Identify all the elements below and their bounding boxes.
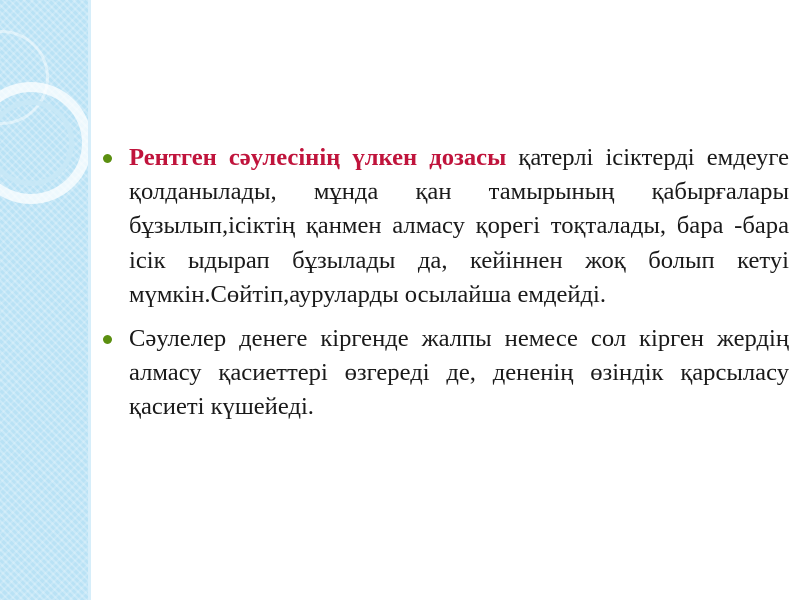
bullet-item — [103, 322, 789, 425]
side-band-edge — [88, 0, 91, 600]
bullet-dot-icon — [103, 154, 112, 163]
bullet-dot-icon — [103, 335, 112, 344]
bullet-text: қатерлі ісіктерді емдеуге қолданылады, мұнда қан тамырының қабырғалары бұзылып,ісіктің қанмен алмасу қорегі тоқталады, бара -бара ісік ыдырап бұзылады да, кейіннен жоқ болып кетуі мүмкін.Сөйтіп,ауруларды осылайша емдейді. — [129, 144, 789, 308]
bullet-text: Сәулелер денеге кіргенде жалпы немесе сол кірген жердің алмасу қасиеттері өзгереді де, дененің өзіндік қарсыласу қасиеті күшейеді. — [129, 325, 789, 421]
slide-content — [103, 141, 789, 425]
bullet-item — [103, 141, 789, 312]
decorative-side-band — [0, 0, 88, 600]
bullet-highlight-text: Рентген сәулесінің үлкен дозасы — [129, 144, 507, 171]
